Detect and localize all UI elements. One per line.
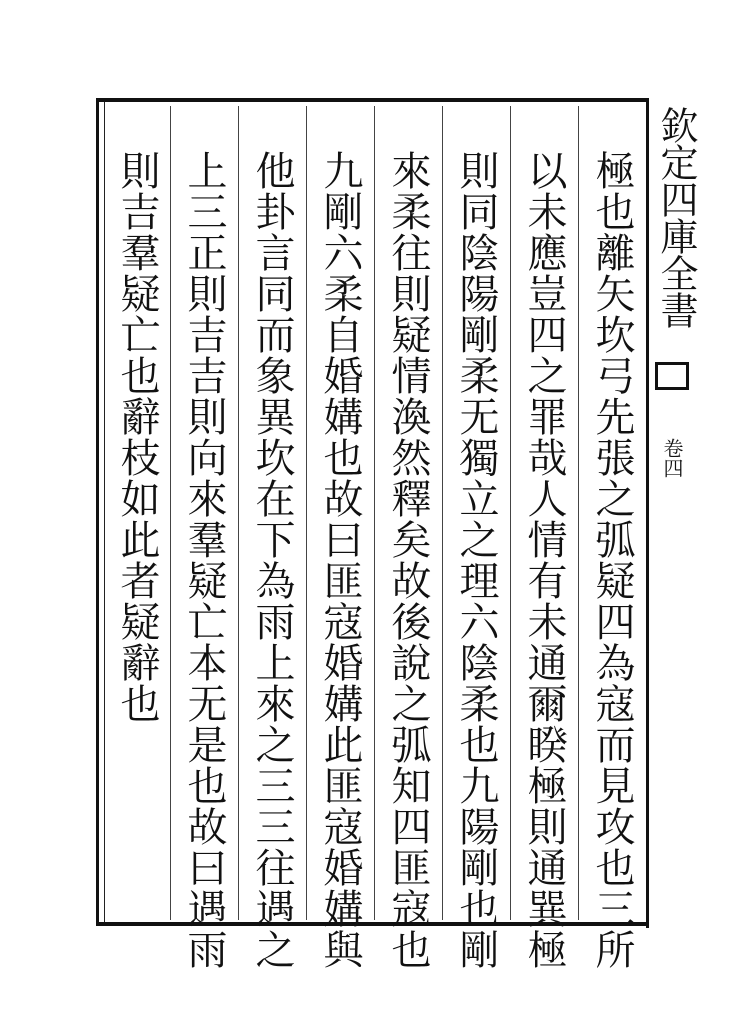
column-rule	[578, 106, 579, 920]
column-rule	[374, 106, 375, 920]
text-column-8: 則吉羣疑亡也辭枝如此者疑辭也	[114, 150, 160, 724]
column-rule	[306, 106, 307, 920]
text-column-1: 極也離矢坎弓先張之弧疑四為寇而見攻也三所	[589, 150, 635, 970]
text-column-2: 以未應豈四之罪哉人情有未通爾睽極則通巽極	[521, 150, 567, 970]
column-rule	[442, 106, 443, 920]
column-rule	[510, 106, 511, 920]
text-column-6: 他卦言同而象異坎在下為雨上來之三三往遇之	[249, 150, 295, 970]
inner-border-line	[104, 102, 105, 922]
column-rule	[170, 106, 171, 920]
text-column-3: 則同陰陽剛柔无獨立之理六陰柔也九陽剛也剛	[453, 150, 499, 970]
text-column-4: 來柔往則疑情渙然釋矣故後說之弧知四匪寇也	[385, 150, 431, 970]
fishtail-mark	[655, 362, 689, 390]
text-column-7: 上三正則吉吉則向來羣疑亡本无是也故曰遇雨	[181, 150, 227, 970]
volume-label: 卷四	[660, 438, 684, 478]
text-column-5: 九剛六柔自婚媾也故曰匪寇婚媾此匪寇婚媾與	[317, 150, 363, 970]
book-title: 欽定四庫全書	[654, 106, 698, 328]
column-rule	[238, 106, 239, 920]
